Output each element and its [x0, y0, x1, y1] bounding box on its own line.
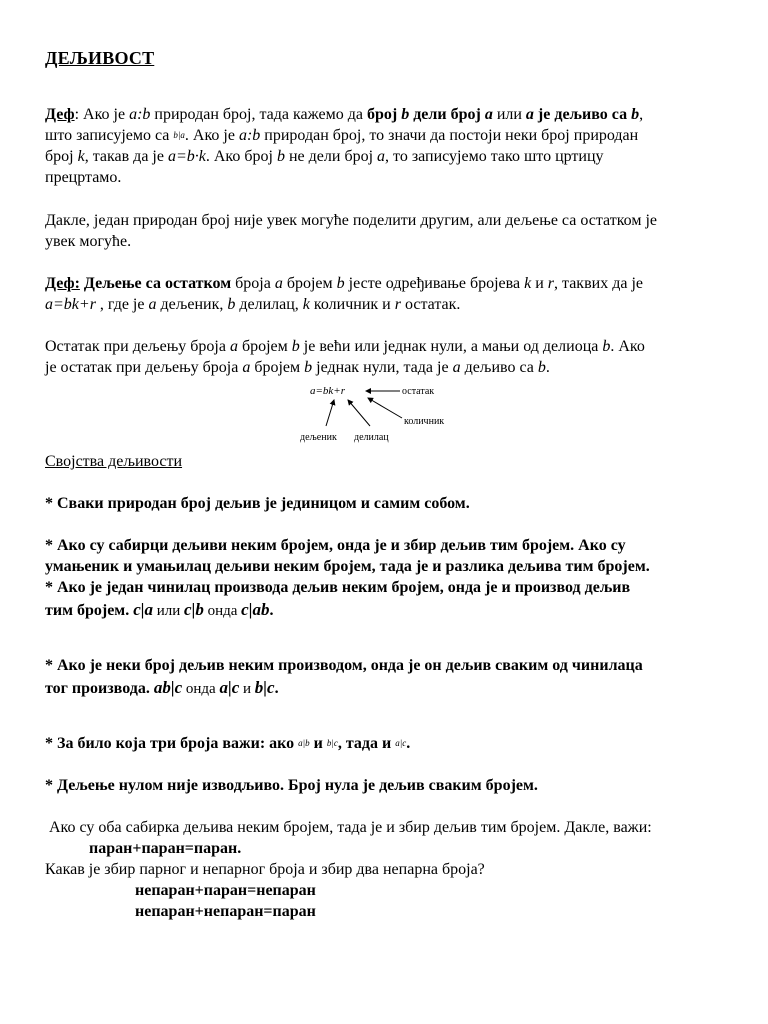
label-remainder: остатак [402, 386, 435, 397]
page-title: ДЕЉИВОСТ [45, 48, 155, 68]
def1-line-4: прецртамо. [45, 169, 122, 186]
arrow-dividend [326, 400, 334, 426]
property-5: * За било која три броја важи: ако a|b и b|c, тада и a|c. [45, 735, 411, 752]
definition-divisibility [45, 104, 723, 188]
paragraph-remainder-properties: Остатак при дељењу броја a бројем b је већи или једнак нули, а мањи од делиоца b. Ако је остатак при дељењу броја a бројем b једнак нули, тада је a дељиво са b. [45, 338, 645, 376]
paragraph-remainder-intro: Дакле, један природан број није увек могуће поделити другим, али дељење са остатком је увек могуће. [45, 212, 658, 250]
def1-line-2: што записујемо са b|a. Ако је a:b природан број, то значи да постоји неки број природан [45, 127, 639, 144]
definition-division-with-remainder [45, 273, 723, 315]
arrow-quotient [368, 398, 402, 418]
def1-line-3: број k, такав да је a=b·k. Ако број b не дели број a, то записујемо тако што цртицу [45, 148, 604, 165]
division-diagram [290, 380, 490, 446]
property-6: * Дељење нулом није изводљиво. Број нула је дељив сваким бројем. [45, 777, 538, 794]
diagram-formula: a=bk+r [310, 385, 346, 397]
def2-line-1: Деф: Дељење са остатком броја a бројем b јесте одређивање бројева k и r, таквих да је [45, 275, 643, 292]
arrow-divisor [348, 400, 370, 426]
notation-b-divides-a: b|a [173, 130, 185, 140]
property-3: * Ако је један чинилац производа дељив неким бројем, онда је и производ дељив тим бројем. c|a или c|b онда c|ab. [45, 579, 631, 619]
def1-line-1: Деф: Ако је a:b природан број, тада кажемо да број b дели број a или a је дељиво са b, [45, 106, 644, 123]
property-4: * Ако је неки број дељив неким производом, онда је он дељив сваким од чинилаца тог производа. ab|c онда a|c и b|c. [45, 657, 643, 697]
label-dividend: дељеник [300, 432, 337, 443]
label-divisor: делилац [354, 432, 389, 443]
label-quotient: количник [404, 416, 445, 427]
odd-plus-even: непаран+паран=непаран [135, 882, 316, 899]
property-1: * Сваки природан број дељив је јединицом и самим собом. [45, 495, 470, 512]
def2-line-2: a=bk+r , где је a дељеник, b делилац, k количник и r остатак. [45, 296, 461, 313]
even-plus-even: паран+паран=паран. [89, 840, 242, 857]
odd-plus-odd: непаран+непаран=паран [135, 903, 316, 920]
properties-heading: Својства дељивости [45, 453, 183, 470]
paragraph-parity: Ако су оба сабирка дељива неким бројем, тада је и збир дељив тим бројем. Дакле, важи: паран+паран=паран. Какав је збир парног и непарног броја и збир два непарна броја? непаран+паран=непаран непаран+непаран=паран [45, 817, 723, 922]
property-2: * Ако су сабирци дељиви неким бројем, онда је и збир дељив тим бројем. Ако су умањеник и умањилац дељиви неким бројем, тада је и разлика дељива тим бројем. [45, 537, 650, 575]
